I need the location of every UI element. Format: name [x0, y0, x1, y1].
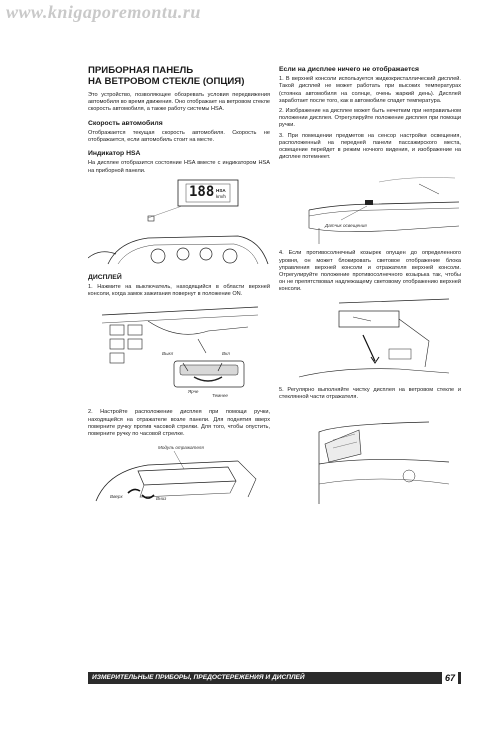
hsa-display-drawing	[88, 178, 270, 268]
console-switch-drawing	[88, 301, 270, 409]
reflector-up-label: Вверх	[110, 494, 123, 500]
title-line-2: НА ВЕТРОВОМ СТЕКЛЕ (ОПЦИЯ)	[88, 75, 245, 87]
reflector-drawing	[88, 441, 270, 511]
hsa-display-illustration	[88, 178, 270, 268]
switch-label-bright: Ярче	[188, 389, 199, 395]
reflector-module-label: Модуль отражателя	[158, 445, 204, 451]
page-title	[88, 66, 270, 87]
page-number: 67	[442, 672, 458, 684]
troubleshoot-item-5: 5. Регулярно выполняйте чистку дисплея на ветровом стекле и стеклянной части отражателя.	[279, 386, 461, 400]
switch-label-on: Вкл	[222, 351, 230, 357]
speed-paragraph: Отображается текущая скорость автомобиля. Скорость не отображается, если автомобиль стоит на месте.	[88, 129, 270, 144]
switch-label-dim: Темнее	[212, 393, 228, 399]
title-line-1: ПРИБОРНАЯ ПАНЕЛЬ	[88, 65, 194, 76]
right-column	[279, 66, 461, 512]
intro-paragraph: Это устройство, позволяющее обозревать условия передвижения автомобиля во время движения. Оно отображает на ветровом стекле скорость автомобиля, а также работу системы HSA.	[88, 92, 270, 113]
display-heading: ДИСПЛЕЙ	[88, 273, 122, 281]
hsa-display-unit: km/h	[216, 193, 226, 199]
reflector-down-label: Вниз	[156, 496, 167, 502]
watermark: www.knigaporemontu.ru	[6, 2, 201, 22]
cleaning-illustration	[279, 404, 461, 512]
hsa-heading: Индикатор HSA	[88, 150, 141, 158]
troubleshoot-item-3: 3. При помещении предметов на сенсор настройки освещения, расположенный на передней панели пассажирского места, освещение перейдет в режим ночного видения, и изображение на дисплее потемнеет.	[279, 132, 461, 161]
light-sensor-illustration	[279, 164, 461, 250]
speed-heading: Скорость автомобиля	[88, 119, 163, 127]
sun-visor-illustration	[279, 297, 461, 387]
troubleshoot-item-2: 2. Изображение на дисплее может быть нечетким при неправильном положении дисплея. Отрегулируйте положение дисплея при помощи ручки.	[279, 108, 461, 129]
display-step-2: 2. Настройте расположение дисплея при помощи ручки, находящейся на отражателе возле панели. Для поднятия вверх поверните ручку против часовой стрелки. Для того, чтобы опустить, поверните ручку по часовой стрелке.	[88, 409, 270, 438]
troubleshoot-item-4: 4. Если противосолнечный козырек опущен до определенного уровня, он может блокировать световое отображение блока управления верхней консоли и отражателя верхней консоли. Отрегулируйте положение противосолнечного козырька так, чтобы он не препятствовал надлежащему световому отображению верхней консоли.	[279, 250, 461, 293]
switch-label-off: Выкл	[162, 351, 174, 357]
hsa-display-label: HSA	[216, 187, 226, 193]
reflector-illustration	[88, 441, 270, 511]
footer-section-title: ИЗМЕРИТЕЛЬНЫЕ ПРИБОРЫ, ПРЕДОСТЕРЕЖЕНИЯ И ДИСПЛЕЙ	[92, 674, 305, 681]
sun-visor-drawing	[279, 297, 461, 387]
troubleshoot-item-1: 1. В верхней консоли используется жидкокристаллический дисплей. Такой дисплей не может работать при высоких температурах (стоянка автомобиля на солнце, очень жаркий день). Дисплей заработает после того, как в автомобиле спадет температура.	[279, 76, 461, 104]
troubleshoot-heading: Если на дисплее ничего не отображается	[279, 66, 419, 73]
display-step-1: 1. Нажмите на выключатель, находящийся в области верхней консоли, когда замок зажигания повернут в положение ON.	[88, 284, 270, 298]
left-column	[88, 66, 270, 511]
light-sensor-label: Датчик освещения	[325, 223, 367, 229]
page-footer	[88, 672, 461, 684]
console-switch-illustration	[88, 301, 270, 409]
hsa-paragraph: На дисплее отобразится состояние HSA вместе с индикатором HSA на приборной панели.	[88, 160, 270, 174]
light-sensor-drawing	[279, 164, 461, 250]
hsa-display-digits: 188	[189, 183, 215, 200]
cleaning-drawing	[279, 404, 461, 512]
